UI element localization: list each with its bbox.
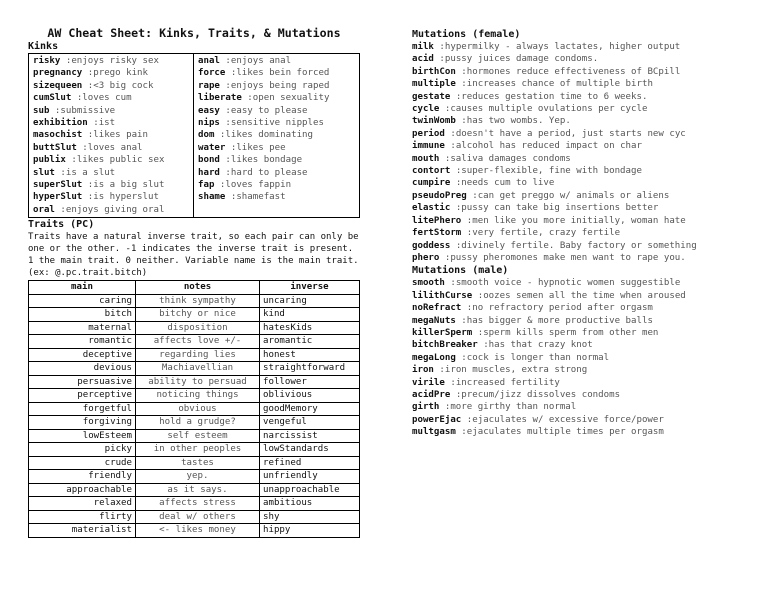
item-description: :can get preggo w/ animals or aliens — [472, 190, 670, 201]
traits-table — [28, 280, 360, 538]
item-description: :increases chance of multiple birth — [461, 79, 653, 90]
item-name: virile — [412, 377, 445, 388]
item-name: water — [198, 142, 226, 153]
item-description: :enjoys being raped — [225, 80, 330, 91]
table-row — [29, 389, 360, 403]
trait-notes: hold a grudge? — [136, 416, 260, 430]
list-item — [412, 41, 760, 53]
trait-inverse: goodMemory — [260, 402, 360, 416]
item-description: :likes bein forced — [230, 68, 330, 79]
trait-inverse: oblivious — [260, 389, 360, 403]
item-description: :ejaculates multiple times per orgasm — [461, 427, 664, 438]
list-item — [33, 154, 193, 166]
item-description: :hard to please — [225, 167, 308, 178]
right-column — [412, 28, 760, 439]
table-row — [29, 294, 360, 308]
item-description: :open sexuality — [247, 93, 330, 104]
item-description: :reduces gestation time to 6 weeks. — [455, 91, 648, 102]
item-description: :doesn't have a period, just starts new cyc — [450, 128, 686, 139]
item-description: :very fertile, crazy fertile — [466, 228, 621, 239]
item-name: force — [198, 68, 226, 79]
header-main: main — [29, 281, 136, 295]
item-description: :oozes semen all the time when aroused — [477, 290, 686, 301]
item-description: :has that crazy knot — [483, 340, 593, 351]
list-item — [412, 91, 760, 103]
list-item — [33, 179, 193, 191]
trait-notes: disposition — [136, 321, 260, 335]
list-item — [412, 115, 760, 127]
trait-inverse: follower — [260, 375, 360, 389]
table-row — [29, 308, 360, 322]
list-item — [33, 92, 193, 104]
trait-main: friendly — [29, 470, 136, 484]
item-name: superSlut — [33, 180, 83, 191]
trait-main: lowEsteem — [29, 429, 136, 443]
item-name: oral — [33, 204, 55, 215]
table-row — [29, 348, 360, 362]
trait-inverse: unapproachable — [260, 483, 360, 497]
list-item — [198, 142, 358, 154]
table-row — [29, 335, 360, 349]
item-name: anal — [198, 56, 220, 66]
trait-notes: as it says. — [136, 483, 260, 497]
traits-description: Traits have a natural inverse trait, so each pair can only be one or the other. -1 indicates the inverse trait is present. 1 the main trait. 0 neither. Variable name is the main trait. (ex: @.pc.trait.bitch) — [28, 232, 359, 279]
item-name: acidPre — [412, 389, 451, 400]
list-item — [412, 215, 760, 227]
list-item — [33, 204, 193, 216]
trait-main: crude — [29, 456, 136, 470]
item-description: :precum/jizz dissolves condoms — [455, 389, 621, 400]
item-description: :increased fertility — [450, 377, 560, 388]
item-description: :likes pee — [230, 142, 286, 153]
mutations-male-list — [412, 277, 760, 438]
item-name: noRefract — [412, 303, 462, 314]
table-row — [29, 497, 360, 511]
list-item — [33, 117, 193, 129]
table-row — [29, 456, 360, 470]
trait-inverse: uncaring — [260, 294, 360, 308]
item-description: :<3 big cock — [87, 80, 154, 91]
item-name: multgasm — [412, 427, 456, 438]
trait-inverse: narcissist — [260, 429, 360, 443]
item-name: shame — [198, 192, 226, 203]
item-description: :shamefast — [230, 192, 286, 203]
list-item — [198, 191, 358, 203]
item-name: nips — [198, 118, 220, 129]
trait-inverse: honest — [260, 348, 360, 362]
item-description: :saliva damages condoms — [444, 153, 571, 164]
list-item — [412, 66, 760, 78]
item-description: :ist — [93, 118, 116, 129]
trait-inverse: straightforward — [260, 362, 360, 376]
list-item — [412, 128, 760, 140]
trait-notes: affects stress — [136, 497, 260, 511]
trait-main: romantic — [29, 335, 136, 349]
item-description: :super-flexible, fine with bondage — [455, 166, 642, 177]
item-description: :hypermilky - always lactates, higher output — [439, 42, 681, 52]
trait-main: picky — [29, 443, 136, 457]
kinks-column-2 — [194, 54, 358, 217]
item-description: :likes public sex — [71, 155, 165, 166]
item-description: :ejaculates w/ excessive force/power — [466, 414, 664, 425]
item-description: :has bigger & more productive balls — [461, 315, 653, 326]
item-description: :causes multiple ovulations per cycle — [444, 104, 648, 115]
left-column — [28, 26, 360, 538]
item-name: lilithCurse — [412, 290, 473, 301]
item-description: :likes dominating — [219, 130, 313, 141]
header-notes: notes — [136, 281, 260, 295]
item-description: :pussy pheromones make men want to rape you. — [444, 252, 686, 263]
item-description: :is hyperslut — [87, 192, 159, 203]
item-name: masochist — [33, 130, 83, 141]
item-description: :hormones reduce effectiveness of BCpill — [461, 66, 681, 77]
item-name: multiple — [412, 79, 456, 90]
trait-inverse: lowStandards — [260, 443, 360, 457]
trait-notes: tastes — [136, 456, 260, 470]
kinks-box — [28, 53, 360, 218]
list-item — [33, 191, 193, 203]
item-name: litePhero — [412, 215, 462, 226]
trait-notes: self esteem — [136, 429, 260, 443]
trait-notes: affects love +/- — [136, 335, 260, 349]
table-row — [29, 321, 360, 335]
trait-main: persuasive — [29, 375, 136, 389]
item-name: megaLong — [412, 352, 456, 363]
item-name: contort — [412, 166, 451, 177]
item-description: :likes bondage — [225, 155, 303, 166]
item-description: :prego kink — [87, 68, 148, 79]
item-name: liberate — [198, 93, 242, 104]
table-row — [29, 375, 360, 389]
list-item — [412, 364, 760, 376]
item-name: megaNuts — [412, 315, 456, 326]
item-description: :pussy can take big insertions better — [455, 203, 659, 214]
table-row — [29, 483, 360, 497]
item-name: twinWomb — [412, 116, 456, 127]
item-name: fap — [198, 180, 215, 191]
item-description: :is a slut — [60, 167, 116, 178]
item-name: cycle — [412, 104, 440, 115]
item-description: :loves cum — [76, 93, 132, 104]
trait-inverse: hatesKids — [260, 321, 360, 335]
list-item — [412, 277, 760, 289]
trait-notes: ability to persuad — [136, 375, 260, 389]
item-description: :sperm kills sperm from other men — [477, 327, 659, 338]
table-row — [29, 470, 360, 484]
item-description: :no refractory period after orgasm — [466, 303, 653, 314]
item-name: pregnancy — [33, 68, 83, 79]
item-name: phero — [412, 252, 440, 263]
item-name: mouth — [412, 153, 440, 164]
kinks-heading: Kinks — [28, 41, 59, 52]
item-name: slut — [33, 167, 55, 178]
list-item — [412, 339, 760, 351]
list-item — [198, 129, 358, 141]
item-name: period — [412, 128, 445, 139]
trait-main: forgetful — [29, 402, 136, 416]
item-name: birthCon — [412, 66, 456, 77]
list-item — [33, 80, 193, 92]
list-item — [412, 153, 760, 165]
list-item — [412, 389, 760, 401]
list-item — [412, 190, 760, 202]
list-item — [412, 177, 760, 189]
item-description: :men like you more initially, woman hate — [466, 215, 686, 226]
item-name: acid — [412, 54, 434, 65]
trait-notes: noticing things — [136, 389, 260, 403]
header-inverse: inverse — [260, 281, 360, 295]
table-row — [29, 429, 360, 443]
trait-main: bitch — [29, 308, 136, 322]
list-item — [33, 129, 193, 141]
trait-inverse: shy — [260, 510, 360, 524]
trait-main: forgiving — [29, 416, 136, 430]
item-description: :divinely fertile. Baby factory or something — [455, 240, 697, 251]
trait-main: maternal — [29, 321, 136, 335]
item-description: :submissive — [54, 105, 116, 116]
item-name: buttSlut — [33, 142, 77, 153]
table-row — [29, 362, 360, 376]
list-item — [412, 165, 760, 177]
item-description: :has two wombs. Yep. — [461, 116, 571, 127]
table-row — [29, 524, 360, 538]
trait-inverse: ambitious — [260, 497, 360, 511]
trait-notes: bitchy or nice — [136, 308, 260, 322]
mutations-male-heading: Mutations (male) — [412, 265, 509, 277]
mutations-female-list — [412, 41, 760, 264]
item-name: smooth — [412, 278, 445, 289]
table-row — [29, 443, 360, 457]
trait-notes: Machiavellian — [136, 362, 260, 376]
list-item — [412, 103, 760, 115]
list-item — [198, 154, 358, 166]
list-item — [412, 401, 760, 413]
item-name: cumpire — [412, 178, 451, 189]
trait-inverse: hippy — [260, 524, 360, 538]
list-item — [412, 352, 760, 364]
list-item — [198, 179, 358, 191]
trait-inverse: aromantic — [260, 335, 360, 349]
list-item — [412, 315, 760, 327]
item-name: goddess — [412, 240, 451, 251]
item-name: easy — [198, 105, 220, 116]
trait-main: materialist — [29, 524, 136, 538]
item-description: :enjoys risky sex — [65, 56, 159, 66]
list-item — [412, 414, 760, 426]
list-item — [33, 105, 193, 117]
list-item — [198, 92, 358, 104]
list-item — [412, 426, 760, 438]
trait-main: deceptive — [29, 348, 136, 362]
item-name: bitchBreaker — [412, 340, 478, 351]
trait-notes: <- likes money — [136, 524, 260, 538]
traits-header-row — [29, 281, 360, 295]
mutations-female-heading: Mutations (female) — [412, 29, 521, 40]
trait-notes: in other peoples — [136, 443, 260, 457]
list-item — [412, 302, 760, 314]
item-description: :loves fappin — [219, 180, 292, 191]
item-name: cumSlut — [33, 93, 72, 104]
trait-main: flirty — [29, 510, 136, 524]
item-name: rape — [198, 80, 220, 91]
item-name: sub — [33, 105, 50, 116]
traits-heading: Traits (PC) — [28, 219, 95, 231]
list-item — [198, 167, 358, 179]
item-name: hyperSlut — [33, 192, 83, 203]
item-name: iron — [412, 365, 434, 376]
item-description: :sensitive nipples — [225, 118, 324, 129]
item-name: elastic — [412, 203, 451, 214]
item-name: girth — [412, 402, 440, 413]
trait-notes: regarding lies — [136, 348, 260, 362]
trait-inverse: kind — [260, 308, 360, 322]
table-row — [29, 510, 360, 524]
list-item — [412, 252, 760, 264]
item-name: immune — [412, 141, 445, 152]
item-name: bond — [198, 155, 220, 166]
list-item — [412, 227, 760, 239]
list-item — [412, 290, 760, 302]
trait-notes: deal w/ others — [136, 510, 260, 524]
item-name: fertStorm — [412, 228, 462, 239]
item-name: exhibition — [33, 118, 88, 129]
item-description: :likes pain — [87, 130, 148, 141]
trait-main: relaxed — [29, 497, 136, 511]
list-item — [198, 105, 358, 117]
item-description: :easy to please — [225, 105, 308, 116]
item-description: :enjoys giving oral — [60, 204, 165, 215]
item-description: :enjoys anal — [225, 56, 292, 66]
list-item — [412, 327, 760, 339]
item-description: :smooth voice - hypnotic women suggestible — [450, 278, 681, 289]
item-description: :loves anal — [82, 142, 143, 153]
item-name: killerSperm — [412, 327, 473, 338]
list-item — [412, 140, 760, 152]
item-name: sizequeen — [33, 80, 83, 91]
trait-notes: obvious — [136, 402, 260, 416]
table-row — [29, 402, 360, 416]
trait-inverse: vengeful — [260, 416, 360, 430]
list-item — [33, 55, 193, 67]
trait-main: approachable — [29, 483, 136, 497]
trait-main: caring — [29, 294, 136, 308]
item-description: :cock is longer than normal — [461, 352, 610, 363]
item-name: hard — [198, 167, 220, 178]
table-row — [29, 416, 360, 430]
item-name: milk — [412, 42, 434, 52]
item-name: risky — [33, 56, 61, 66]
trait-main: perceptive — [29, 389, 136, 403]
trait-inverse: refined — [260, 456, 360, 470]
list-item — [198, 117, 358, 129]
item-name: publix — [33, 155, 66, 166]
trait-main: devious — [29, 362, 136, 376]
kinks-column-1 — [29, 54, 194, 217]
list-item — [412, 240, 760, 252]
list-item — [33, 67, 193, 79]
item-description: :needs cum to live — [455, 178, 555, 189]
trait-notes: yep. — [136, 470, 260, 484]
trait-notes: think sympathy — [136, 294, 260, 308]
trait-inverse: unfriendly — [260, 470, 360, 484]
item-description: :iron muscles, extra strong — [439, 365, 588, 376]
item-description: :is a big slut — [87, 180, 165, 191]
item-description: :pussy juices damage condoms. — [439, 54, 599, 65]
list-item — [198, 80, 358, 92]
list-item — [198, 55, 358, 67]
list-item — [412, 78, 760, 90]
item-name: gestate — [412, 91, 451, 102]
item-name: dom — [198, 130, 215, 141]
page-title: AW Cheat Sheet: Kinks, Traits, & Mutations — [47, 26, 341, 40]
item-description: :alcohol has reduced impact on char — [450, 141, 642, 152]
list-item — [198, 67, 358, 79]
list-item — [412, 53, 760, 65]
list-item — [33, 167, 193, 179]
list-item — [412, 377, 760, 389]
item-name: powerEjac — [412, 414, 462, 425]
list-item — [412, 202, 760, 214]
item-description: :more girthy than normal — [444, 402, 577, 413]
item-name: pseudoPreg — [412, 190, 467, 201]
list-item — [33, 142, 193, 154]
